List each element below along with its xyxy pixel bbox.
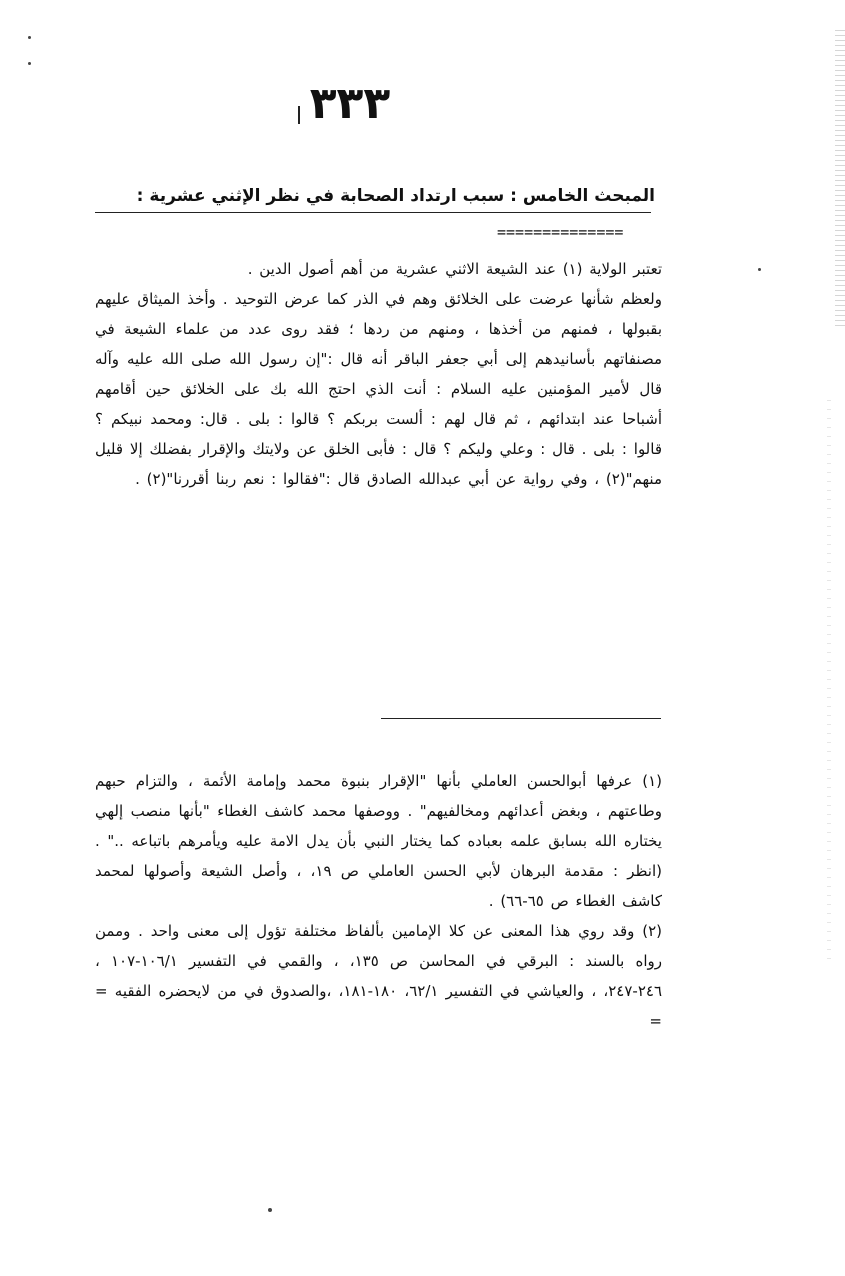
scan-speck xyxy=(268,1208,272,1212)
scan-edge-noise xyxy=(827,400,831,960)
footnote: (١) عرفها أبوالحسن العاملي بأنها "الإقرار بنبوة محمد وإمامة الأئمة ، والتزام حبهم وطاعتهم ، وبغض أعدائهم ومخالفيهم" . ووصفها محمد كاشف الغطاء "بأنها منصب إلهي يختاره الله بسابق علمه بعباده كما يختار النبي بأن يدل الامة عليه ويأمرهم باتباعه .." . (انظر : مقدمة البرهان لأبي الحسن العاملي ص ١٩، ، وأصل الشيعة وأصولها لمحمد كاشف الغطاء ص ٦٥-٦٦) . xyxy=(95,772,662,910)
heading-underline xyxy=(95,212,651,213)
paragraph: تعتبر الولاية (١) عند الشيعة الاثني عشرية من أهم أصول الدين . xyxy=(247,260,662,278)
scan-speck xyxy=(28,62,31,65)
footnotes xyxy=(95,766,662,1036)
section-heading: المبحث الخامس : سبب ارتداد الصحابة في نظر الإثني عشرية : xyxy=(136,186,655,206)
page-number-mark xyxy=(298,106,300,124)
footnote: (٢) وقد روي هذا المعنى عن كلا الإمامين بألفاظ مختلفة تؤول إلى معنى واحد . وممن رواه بالسند : البرقي في المحاسن ص ١٣٥، ، والقمي في التفسير ١٠٦/١-١٠٧ ، ٢٤٦-٢٤٧، ، والعياشي في التفسير ٦٢/١، ١٨٠-١٨١، ،والصدوق في من لايحضره الفقيه = = xyxy=(95,922,662,1030)
main-text xyxy=(95,254,662,494)
heading-equals-marks: ============== xyxy=(497,223,624,241)
page-number: ٣٣٣ xyxy=(309,78,391,129)
scan-speck xyxy=(758,268,761,271)
footnote-separator xyxy=(381,718,661,719)
paragraph: ولعظم شأنها عرضت على الخلائق وهم في الذر كما عرض التوحيد . وأخذ الميثاق عليهم بقبولها ، فمنهم من أخذها ، ومنهم من ردها ؛ فقد روى عدد من علماء الشيعة في مصنفاتهم بأسانيدهم إلى أبي جعفر الباقر أنه قال :"إن رسول الله صلى الله عليه وآله قال لأمير المؤمنين عليه السلام : أنت الذي احتج الله بك على الخلائق حين أقامهم أشباحا عند ابتدائهم ، ثم قال لهم : ألست بربكم ؟ قالوا : بلى . قال: ومحمد نبيكم ؟ قالوا : بلى . قال : وعلي وليكم ؟ قال : فأبى الخلق عن ولايتك والإقرار بفضلك إلا قليل منهم"(٢) ، وفي رواية عن أبي عبدالله الصادق قال :"فقالوا : نعم ربنا أقررنا"(٢) . xyxy=(95,290,662,488)
scan-speck xyxy=(28,36,31,39)
scan-edge-noise xyxy=(835,30,845,330)
